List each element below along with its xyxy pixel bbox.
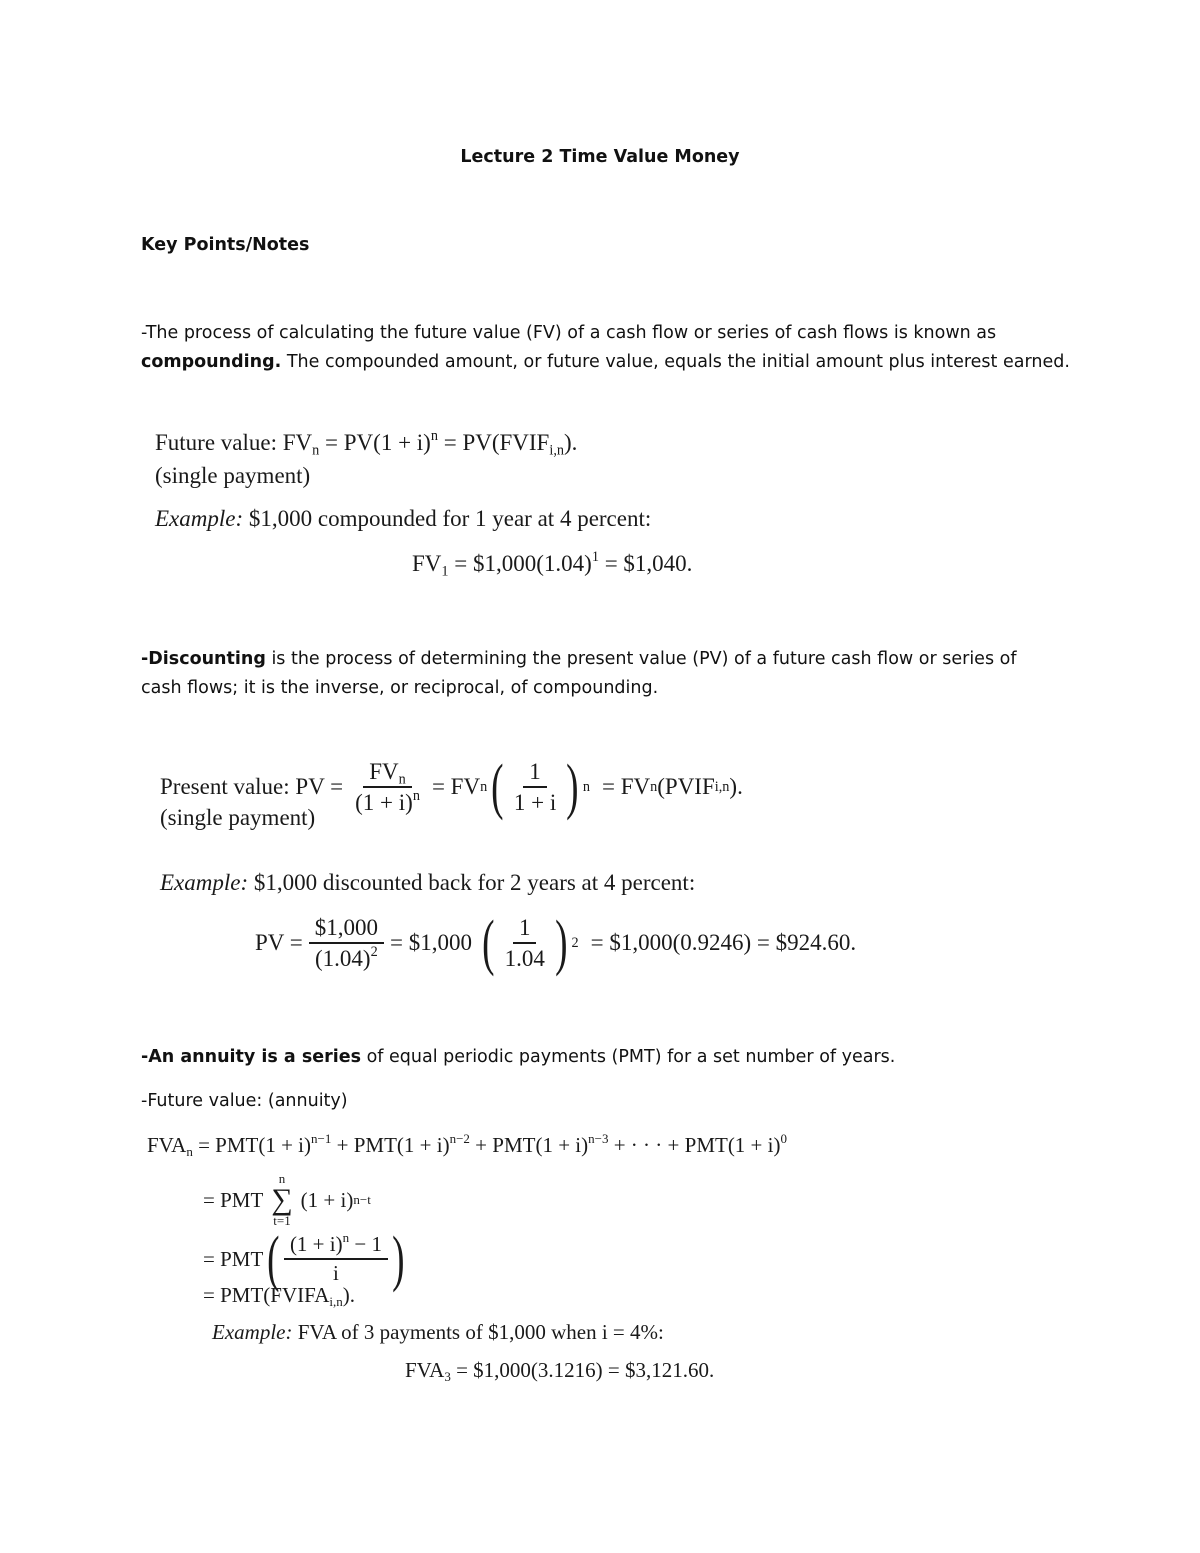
fv-example: Example: $1,000 compounded for 1 year at 4 percent:: [155, 506, 652, 531]
fva-line-3: = PMT ( $\frac{(1 + i)^n - 1}{i}$ ): [203, 1225, 405, 1293]
pv-fraction-2: $\frac{1}{1 + i}$: [513, 758, 557, 815]
compounding-text-end: The compounded amount, or future value, equals the initial amount plus interest earned.: [281, 352, 1070, 372]
compounding-text-start: -The process of calculating the future value (FV) of a cash flow or series of cash flows is known as: [141, 323, 997, 343]
fva-example: Example: FVA of 3 payments of $1,000 when i = 4%:: [212, 1320, 664, 1344]
compounding-paragraph: [141, 319, 1071, 377]
fva-line-2: = PMT n ∑ t=1 (1 + i) n−t: [203, 1171, 371, 1228]
annuity-fv-label: -Future value: (annuity): [141, 1091, 348, 1111]
page-title: Lecture 2 Time Value Money: [460, 147, 740, 167]
discounting-paragraph: -Discounting is the process of determining the present value (PV) of a future cash flow or series of cash flows; it is the inverse, or reciprocal, of compounding.: [141, 649, 1017, 698]
fv-example-result: $FV_1$ = $\$1,000(1.04)^1$ = $1,040.: [412, 549, 693, 580]
fv-single-payment-label: (single payment): [155, 463, 311, 488]
pv-fraction-1: $\frac{FV_n}{(1 + i)^n}$: [355, 758, 420, 815]
discounting-term: -Discounting: [141, 649, 266, 669]
pv-formula: Present value: PV = $\frac{FV_n}{(1 + i)^n}$ = FV n ( $\frac{1}{1 + i}$ ) n = FV n (PVIF i,n ).: [160, 753, 743, 821]
pv-example-result: PV = $\frac{\$1,000}{(1.04)^2}$ = $1,000 ( $\frac{1}{1.04}$ ) 2 = $1,000(0.9246) = $924.60.: [255, 909, 857, 977]
fv-formula: Future value: $FV_n = PV(1 + i)^n$ = $PV(FVIF_{i,n})$.: [155, 428, 578, 459]
fva-line-4: = $PMT(FVIFA_{i,n})$.: [203, 1283, 356, 1309]
annuity-paragraph: -An annuity is a series of equal periodic payments (PMT) for a set number of years.: [141, 1047, 896, 1067]
compounding-term: compounding.: [141, 352, 282, 372]
section-heading: Key Points/Notes: [141, 235, 310, 255]
fva-example-result: $FVA_3$ = $1,000(3.1216) = $3,121.60.: [405, 1358, 715, 1384]
fva-line-1: $FVA_n = PMT(1 + i)^{n-1} + PMT(1 + i)^{n-2} + PMT(1 + i)^{n-3}$ + · · · + $PMT(1 + i)^0$: [147, 1130, 787, 1159]
pv-single-payment-label: (single payment): [160, 805, 316, 830]
summation-symbol: n ∑ t=1: [271, 1171, 293, 1228]
pv-example: Example: $1,000 discounted back for 2 years at 4 percent:: [160, 870, 696, 895]
